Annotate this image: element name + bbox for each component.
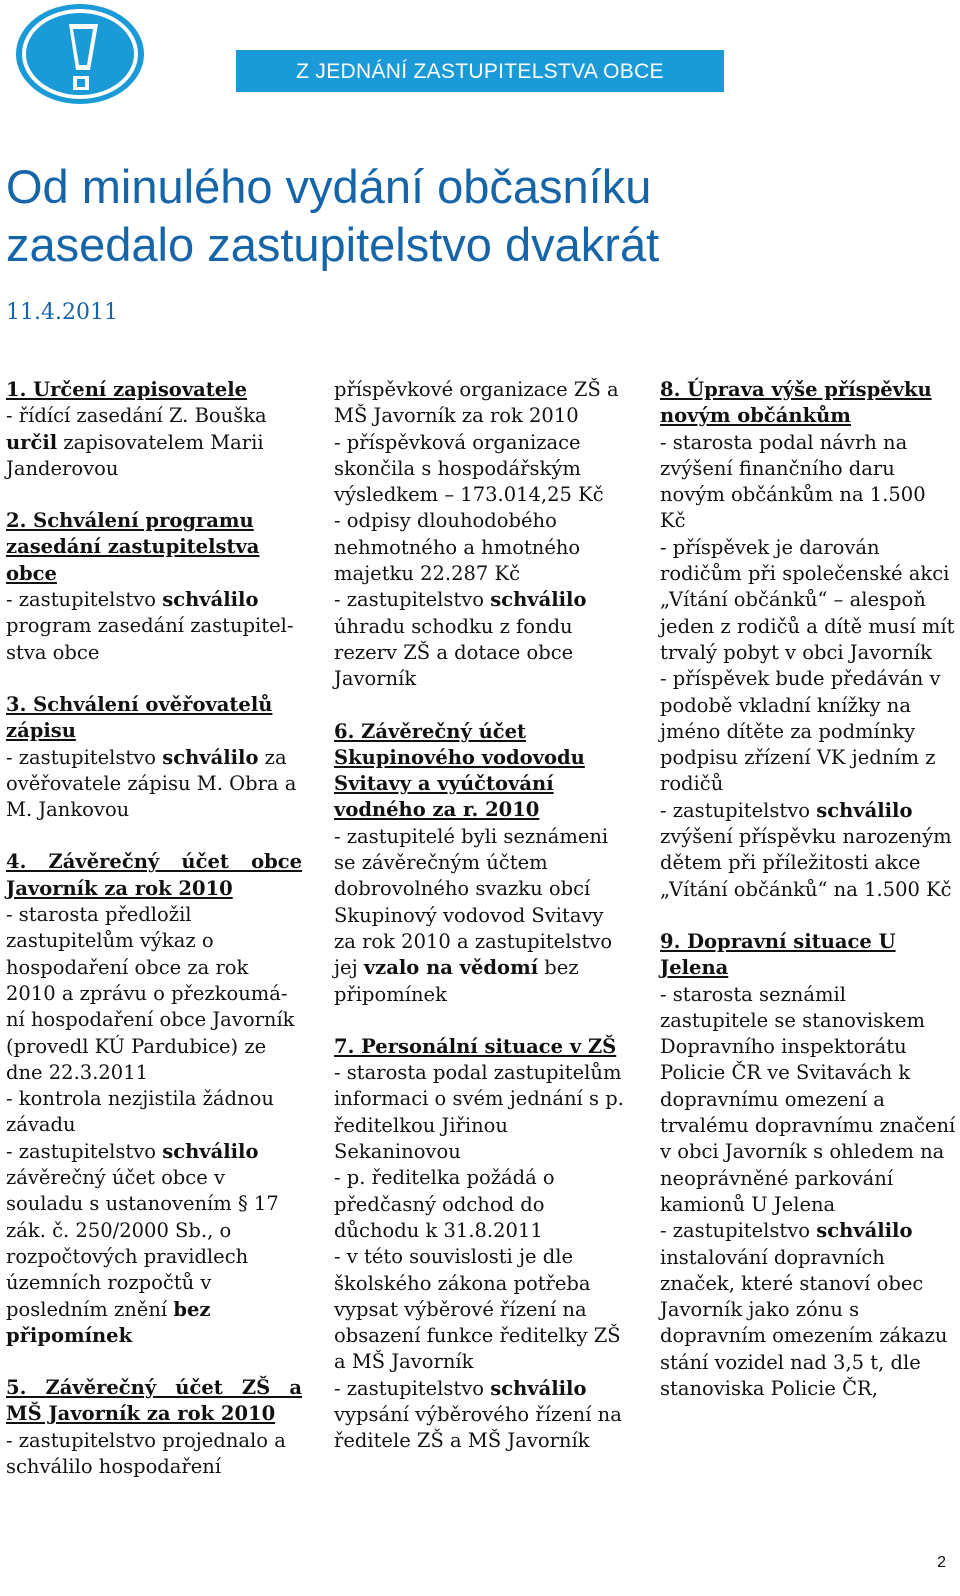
section-heading-cont: MŠ Javorník za rok 2010 xyxy=(6,1402,276,1426)
section-heading: 7. Personální situace v ZŠ xyxy=(334,1034,617,1058)
section-heading: 6. Závěrečný účet Skupinového vodovodu Svitavy a vyúčtování vodného za r. 2010 xyxy=(334,719,585,822)
section-6 xyxy=(334,719,630,1008)
section-heading: 8. Úprava výše příspěvku novým občánkům xyxy=(660,378,932,428)
section-text: - zastupitelstvo projednalo a schválilo hospodaření xyxy=(6,1428,286,1478)
section-text: - zastupitelstvo schválilo úhradu schodku z fondu rezerv ZŠ a dotace obce Javorník xyxy=(334,588,587,691)
section-heading: 2. Schválení programu zasedání zastupitelstva obce xyxy=(6,509,260,585)
section-heading: 1. Určení zapisovatele xyxy=(6,378,248,401)
section-text: - příspěvek bude předáván v podobě vkladní knížky na jméno dítěte za podmínky podpisu zřízení VK jedním z rodičů xyxy=(660,667,941,796)
section-heading: 5. Závěrečný účet ZŠ a xyxy=(6,1376,302,1400)
section-text: - řídící zasedání Z. Bouška určil zapisovatelem Marii Janderovou xyxy=(6,404,267,480)
section-text: - starosta podal návrh na zvýšení finančního daru novým občánkům na 1.500 Kč xyxy=(660,430,926,533)
column-2 xyxy=(334,377,630,1481)
section-7 xyxy=(334,1034,630,1455)
section-text: - starosta seznámil zastupitele se stanoviskem Dopravního inspektorátu Policie ČR ve Svitavách k dopravnímu omezení a trvalému dopravnímu značení v obci Javorník s ohledem na neoprávněné parkování kamionů U Jelena xyxy=(660,982,956,1216)
section-text: - zastupitelstvo schválilo vypsání výběrového řízení na ředitele ZŠ a MŠ Javorník xyxy=(334,1376,622,1453)
section-text: - příspěvek je darován rodičům při společenské akci „Vítání občánků“ – alespoň jeden z rodičů a dítě musí mít trvalý pobyt v obci Javorník xyxy=(660,535,955,664)
title-line-1: Od minulého vydání občasníku xyxy=(6,160,652,213)
section-text: - odpisy dlouhodobého nehmotného a hmotného majetku 22.287 Kč xyxy=(334,509,581,586)
page-number: 2 xyxy=(937,1554,946,1571)
section-text: - zastupitelstvo schválilo program zasedání zastupitel-stva obce xyxy=(6,588,294,664)
meeting-date: 11.4.2011 xyxy=(6,300,118,325)
section-text: - zastupitelstvo schválilo zvýšení příspěvku narozeným dětem při příležitosti akce „Vítání občánků“ na 1.500 Kč xyxy=(660,798,952,901)
section-text: - zastupitelstvo schválilo instalování dopravních značek, které stanoví obec Javorník jako zónu s dopravním omezením zákazu stání vozidel nad 3,5 t, dle stanoviska Policie ČR, xyxy=(660,1219,948,1400)
title-line-2: zasedalo zastupitelstvo dvakrát xyxy=(6,218,660,271)
section-text: - v této souvislosti je dle školského zákona potřeba vypsat výběrové řízení na obsazení funkce ředitelky ZŠ a MŠ Javorník xyxy=(334,1245,621,1374)
section-2 xyxy=(6,508,302,666)
section-text: - zastupitelé byli seznámeni se závěrečným účtem dobrovolného svazku obcí Skupinový vodovod Svitavy za rok 2010 a zastupitelstvo jej vzalo na vědomí bez připomínek xyxy=(334,824,613,1006)
section-1 xyxy=(6,377,302,482)
section-9 xyxy=(660,929,956,1402)
section-3 xyxy=(6,692,302,823)
section-4 xyxy=(6,849,302,1349)
section-text: - příspěvková organizace skončila s hospodářským výsledkem – 173.014,25 Kč xyxy=(334,430,604,507)
column-1 xyxy=(6,377,302,1506)
section-5-continued xyxy=(334,377,630,693)
section-text: příspěvkové organizace ZŠ a MŠ Javorník za rok 2010 xyxy=(334,378,619,428)
column-3 xyxy=(660,377,956,1428)
section-heading-cont: Javorník za rok 2010 xyxy=(6,876,233,900)
section-text: - kontrola nezjistila žádnou závadu xyxy=(6,1087,274,1137)
section-text: - zastupitelstvo schválilo za ověřovatele zápisu M. Obra a M. Jankovou xyxy=(6,745,297,822)
section-8 xyxy=(660,377,956,903)
section-heading: 9. Dopravní situace U Jelena xyxy=(660,929,896,980)
section-text: - p. ředitelka požádá o předčasný odchod do důchodu k 31.8.2011 xyxy=(334,1166,555,1242)
section-heading: 4. Závěrečný účet obce xyxy=(6,850,302,874)
section-heading: 3. Schválení ověřovatelů zápisu xyxy=(6,692,273,743)
section-5 xyxy=(6,1375,302,1480)
section-text: - starosta předložil zastupitelům výkaz o hospodaření obce za rok 2010 a zprávu o přezkoumá-ní hospodaření obce Javorník (provedl KÚ Pardubice) ze dne 22.3.2011 xyxy=(6,903,295,1084)
section-text: - zastupitelstvo schválilo závěrečný účet obce v souladu s ustanovením § 17 zák. č. 250/2000 Sb., o rozpočtových pravidlech územních rozpočtů v posledním znění bez připomínek xyxy=(6,1139,279,1347)
section-text: - starosta podal zastupitelům informaci o svém jednání s p. ředitelkou Jiřinou Sekaninovou xyxy=(334,1061,624,1164)
page-title xyxy=(6,158,946,274)
section-banner: Z JEDNÁNÍ ZASTUPITELSTVA OBCE xyxy=(236,50,724,92)
exclamation-circle-icon xyxy=(14,2,146,106)
